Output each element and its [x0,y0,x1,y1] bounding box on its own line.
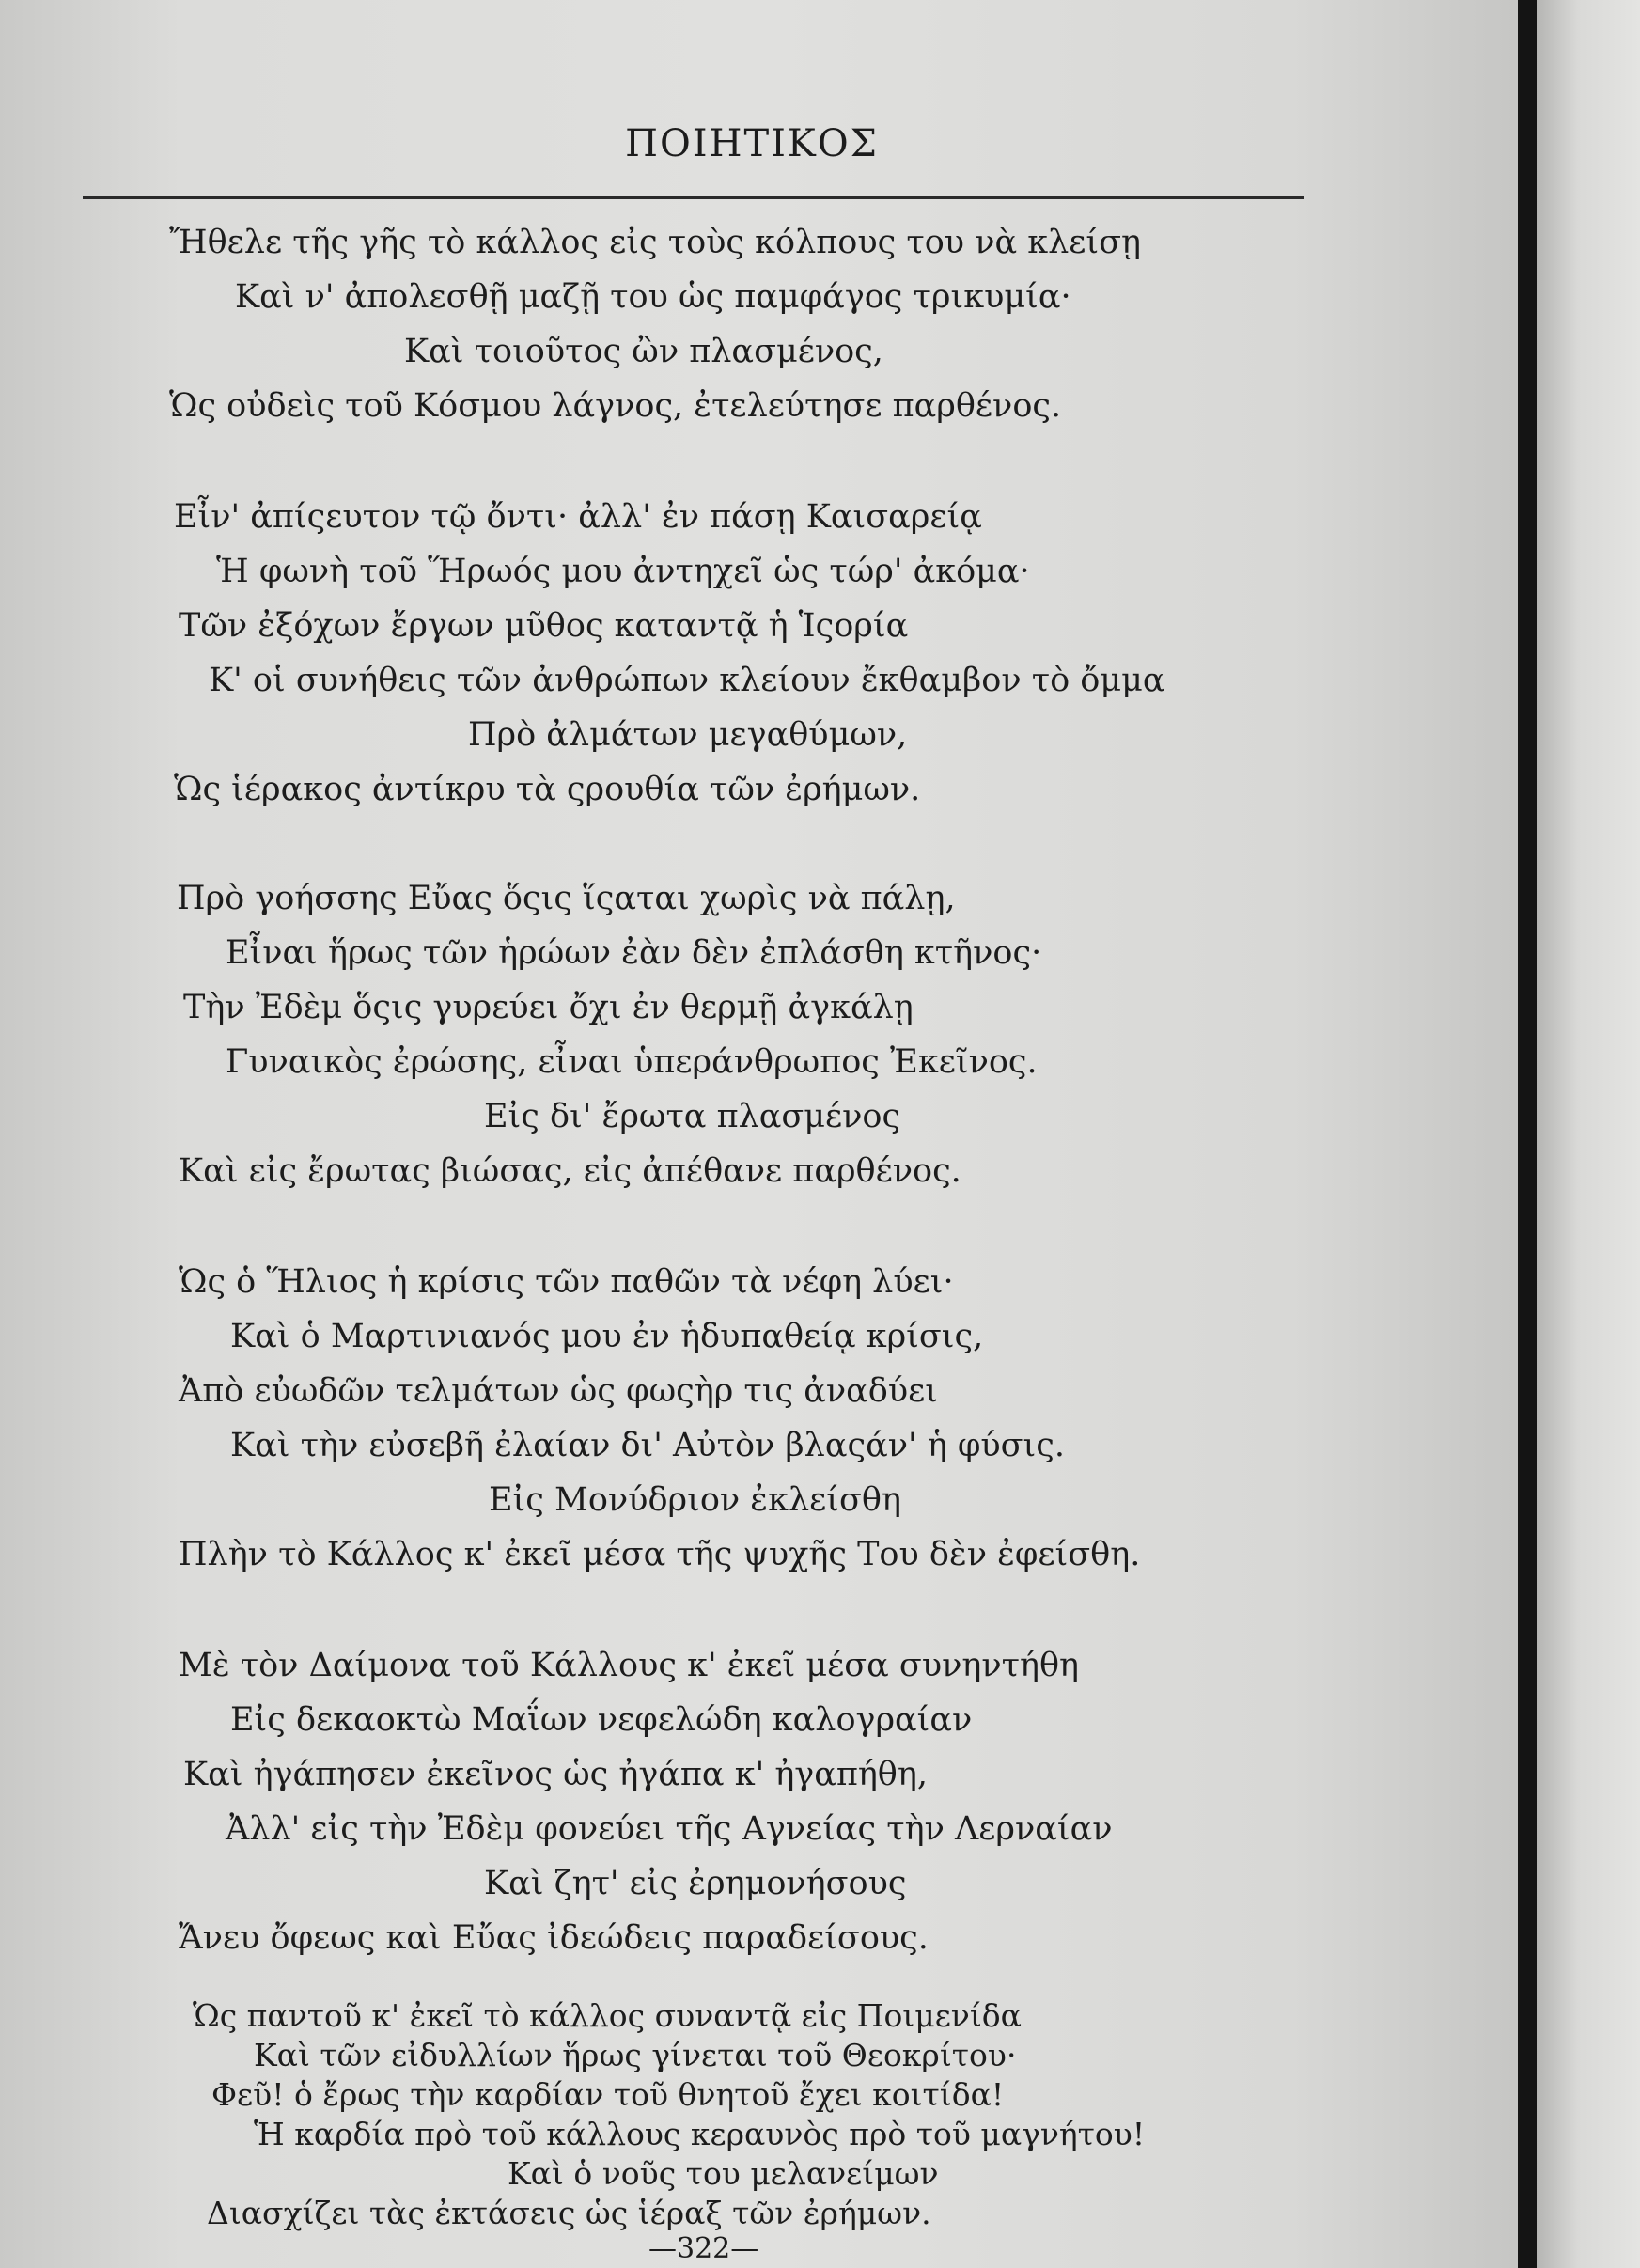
facing-page-edge [1537,0,1640,2268]
poem-line: Εἶν' ἀπίςευτον τῷ ὄντι· ἀλλ' ἐν πάσῃ Καισαρείᾳ [174,498,982,536]
poem-line: Καὶ τῶν εἰδυλλίων ἥρως γίνεται τοῦ Θεοκρίτου· [254,2037,1017,2073]
poem-line: Ὡς ἱέρακος ἀντίκρυ τὰ ςρουθία τῶν ἐρήμων. [174,771,921,808]
poem-line: Καὶ ὁ νοῦς του μελανείμων [508,2155,939,2192]
book-gutter [1518,0,1537,2268]
poem-line: Πλὴν τὸ Κάλλος κ' ἐκεῖ μέσα τῆς ψυχῆς Του δὲν ἐφείσθη. [179,1536,1141,1573]
poem-line: Καὶ ὁ Μαρτινιανός μου ἐν ἡδυπαθείᾳ κρίσις, [230,1318,984,1355]
poem-line: Ὡς παντοῦ κ' ἐκεῖ τὸ κάλλος συναντᾷ εἰς Ποιμενίδα [193,1997,1022,2034]
poem-line: Ἀπὸ εὐωδῶν τελμάτων ὡς φωςὴρ τις ἀναδύει [179,1372,938,1410]
poem-line: Τὴν Ἐδὲμ ὅςις γυρεύει ὄχι ἐν θερμῇ ἀγκάλῃ [183,989,914,1026]
poem-line: Διασχίζει τὰς ἐκτάσεις ὡς ἱέραξ τῶν ἐρήμων. [207,2195,931,2231]
poem-line: Ὡς οὐδεὶς τοῦ Κόσμου λάγνος, ἐτελεύτησε παρθένος. [169,387,1062,425]
poem-line: Πρὸ ἀλμάτων μεγαθύμων, [468,716,908,754]
poem-line: Εἰς δεκαοκτὼ Μαΐων νεφελώδη καλογραίαν [230,1701,973,1739]
poem-line: Πρὸ γοήσσης Εὔας ὅςις ἵςαται χωρὶς νὰ πάλῃ, [177,880,956,917]
poem-line: Ἤθελε τῆς γῆς τὸ κάλλος εἰς τοὺς κόλπους του νὰ κλείσῃ [169,224,1142,261]
poem-line: Ὡς ὁ Ἥλιος ἡ κρίσις τῶν παθῶν τὰ νέφη λύει· [179,1263,954,1301]
poem-line: Ἀλλ' εἰς τὴν Ἐδὲμ φονεύει τῆς Αγνείας τὴν Λερναίαν [226,1810,1113,1848]
poem-line: Ἡ καρδία πρὸ τοῦ κάλλους κεραυνὸς πρὸ τοῦ μαγνήτου! [254,2116,1146,2152]
poem-line: Εἰς δι' ἔρωτα πλασμένος [484,1098,901,1135]
header-rule [83,196,1304,199]
poem-line: Τῶν ἐξόχων ἔργων μῦθος καταντᾷ ἡ Ἱςορία [179,607,909,645]
poem-line: Ἄνευ ὄφεως καὶ Εὔας ἰδεώδεις παραδείσους. [179,1919,929,1957]
poem-line: Καὶ εἰς ἔρωτας βιώσας, εἰς ἀπέθανε παρθένος. [179,1152,961,1190]
running-header: ΠΟΙΗΤΙΚΟΣ [625,122,879,165]
poem-line: Μὲ τὸν Δαίμονα τοῦ Κάλλους κ' ἐκεῖ μέσα συνηντήθη [179,1647,1079,1684]
poem-line: Καὶ τοιοῦτος ὢν πλασμένος, [404,333,883,370]
poem-line: Φεῦ! ὁ ἔρως τὴν καρδίαν τοῦ θνητοῦ ἔχει κοιτίδα! [211,2076,1005,2113]
poem-line: Εἶναι ἥρως τῶν ἡρώων ἐὰν δὲν ἐπλάσθη κτῆνος· [226,934,1042,972]
poem-line: Εἰς Μονύδριον ἐκλείσθη [489,1481,901,1519]
poem-line: Ἡ φωνὴ τοῦ Ἥρωός μου ἀντηχεῖ ὡς τώρ' ἀκόμα· [216,553,1030,590]
poem-line: Κ' οἱ συνήθεις τῶν ἀνθρώπων κλείουν ἔκθαμβον τὸ ὄμμα [209,662,1165,699]
poem-line: Καὶ τὴν εὐσεβῆ ἐλαίαν δι' Αὐτὸν βλαςάν' ἡ φύσις. [230,1427,1065,1464]
page-number: —322— [648,2232,759,2265]
poem-line: Καὶ ζητ' εἰς ἐρημονήσους [484,1865,907,1902]
poem-line: Καὶ ἠγάπησεν ἐκεῖνος ὡς ἠγάπα κ' ἠγαπήθη, [183,1756,928,1793]
poem-line: Καὶ ν' ἀπολεσθῇ μαζῇ του ὡς παμφάγος τρικυμία· [235,278,1071,316]
poem-line: Γυναικὸς ἐρώσης, εἶναι ὑπεράνθρωπος Ἐκεῖνος. [226,1043,1038,1081]
